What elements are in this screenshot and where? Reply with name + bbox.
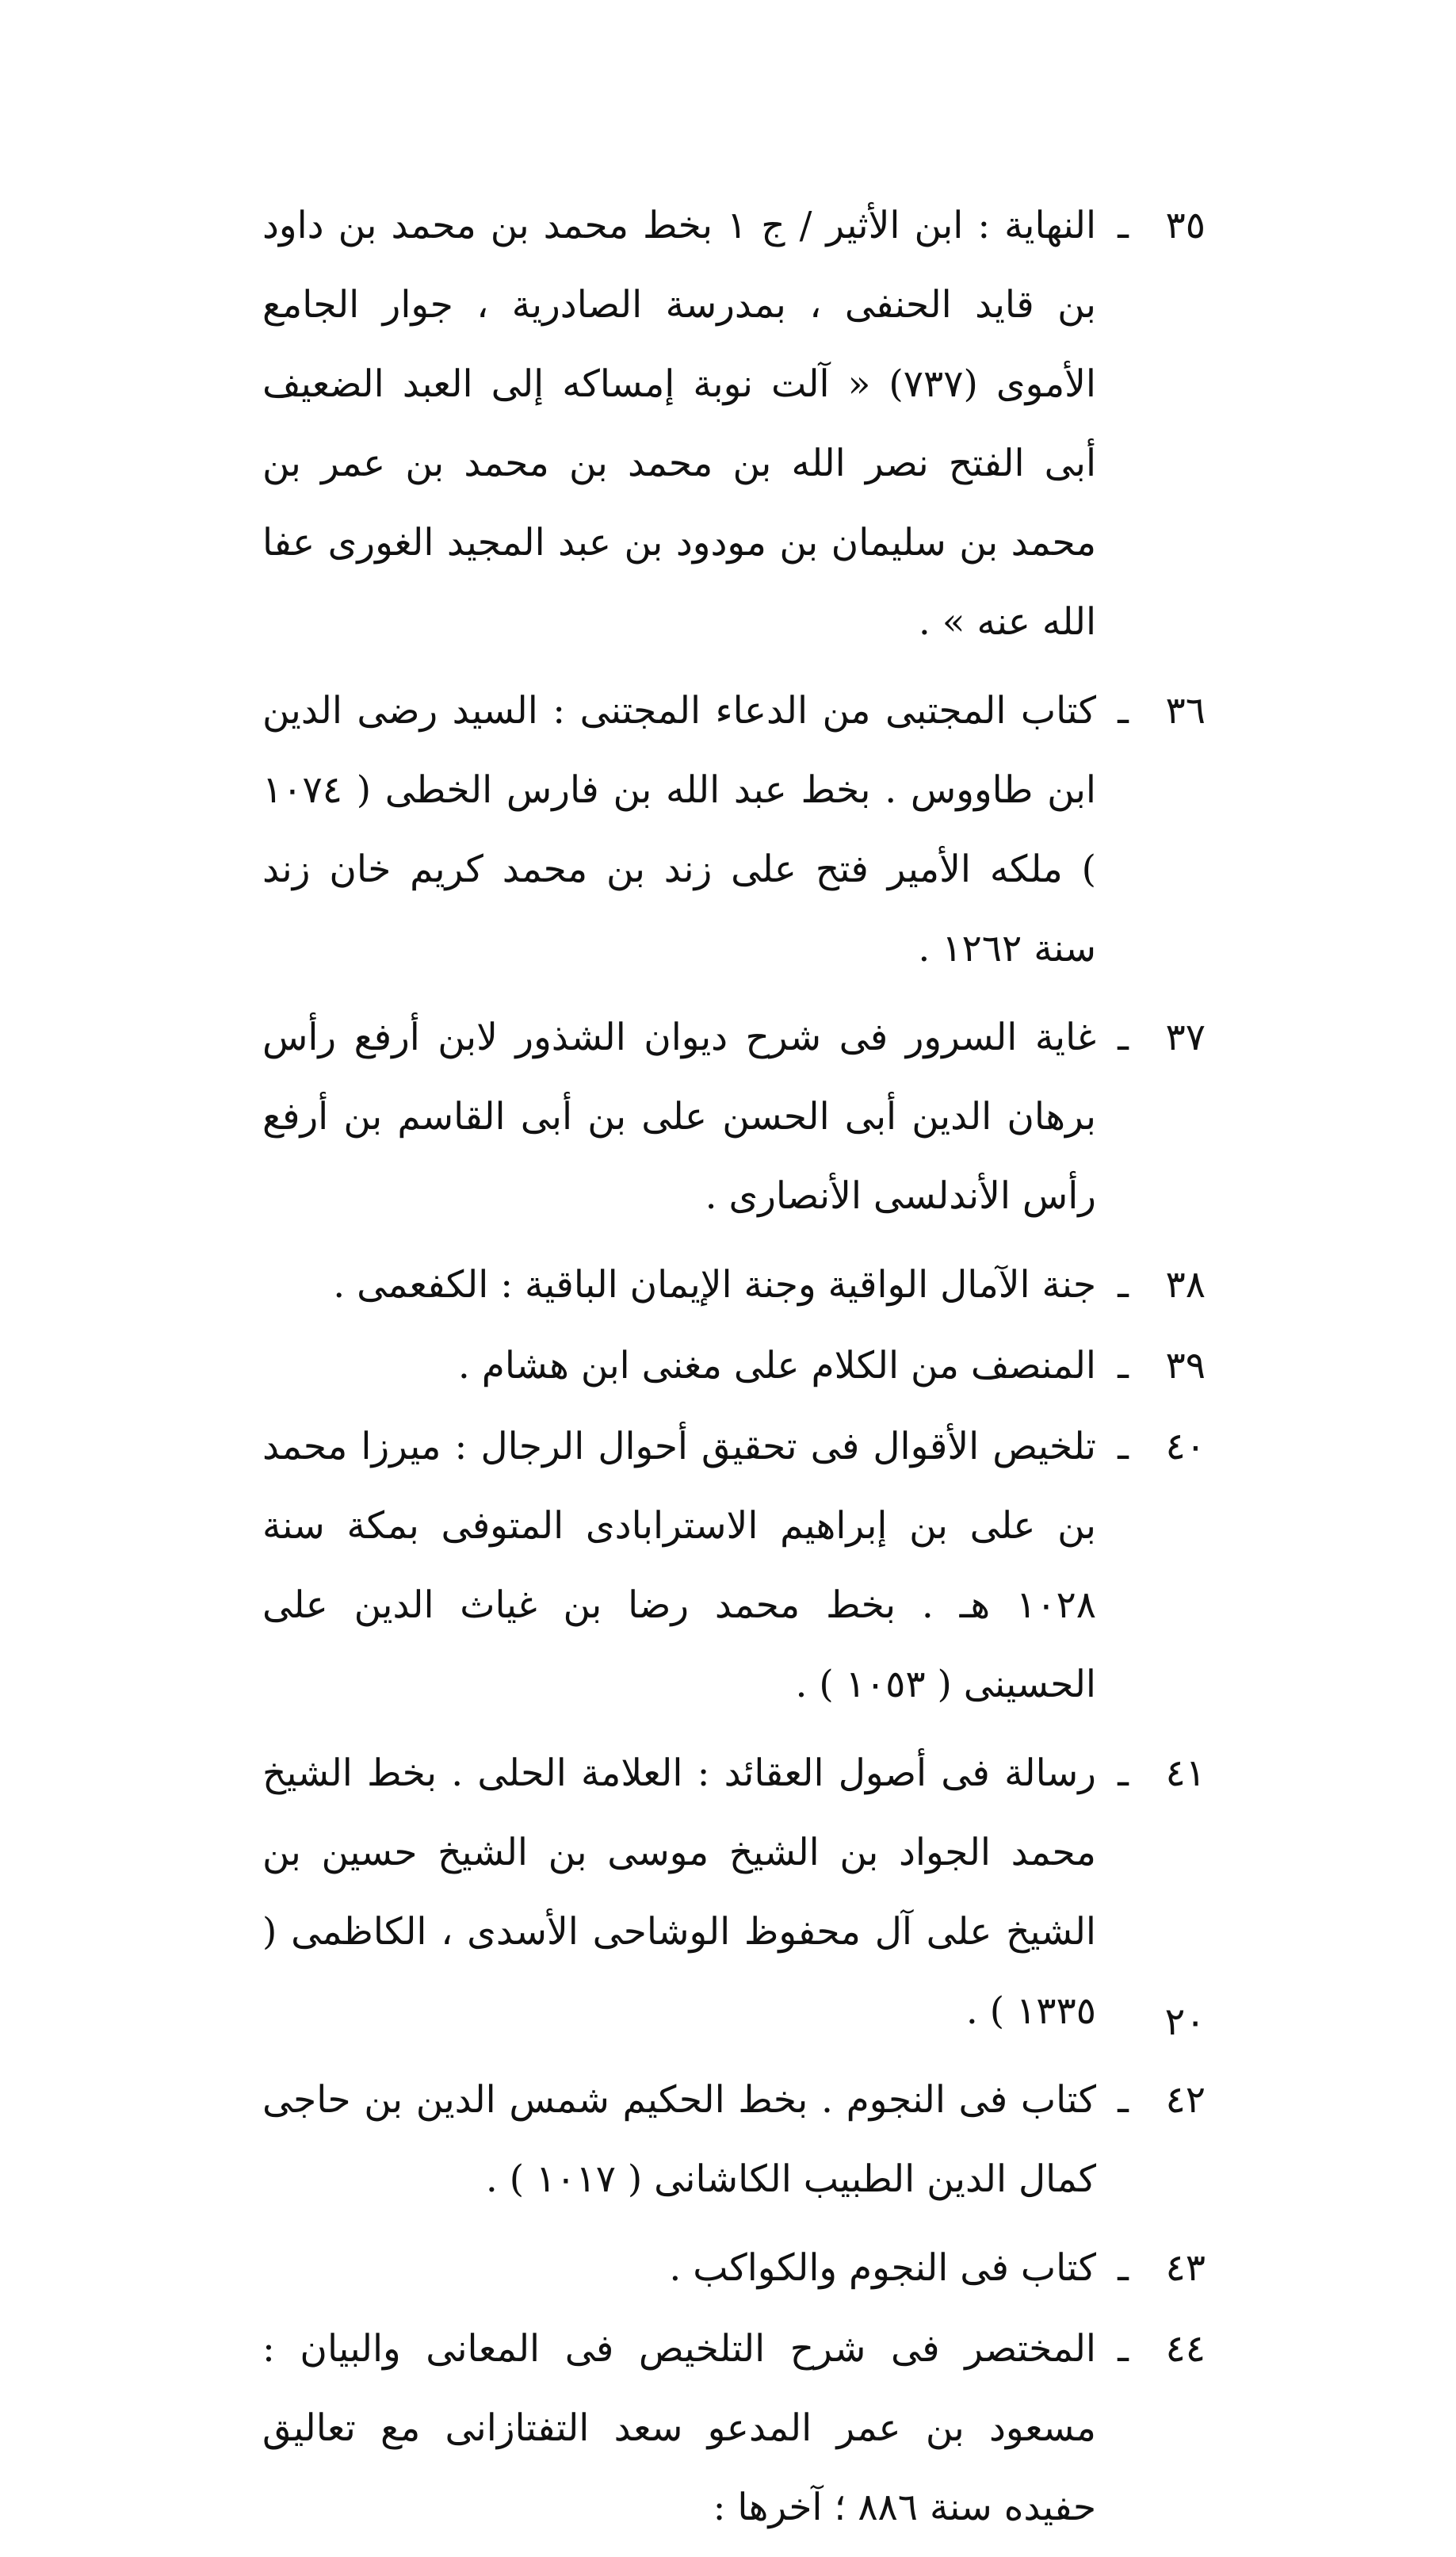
list-item	[262, 1407, 1206, 1724]
entry-text: رسالة فى أصول العقائد : العلامة الحلى . بخط الشيخ محمد الجواد بن الشيخ موسى بن الشيخ حسين بن الشيخ على آل محفوظ الوشاحى الأسدى ، الكاظمى ( ١٣٣٥ ) .	[262, 1751, 1096, 2033]
entry-dash: ـ	[1118, 1751, 1129, 1795]
list-item	[262, 1246, 1206, 1325]
entry-number: ٣٥	[1165, 204, 1206, 247]
entry-number: ٤٤	[1165, 2327, 1206, 2371]
list-item	[262, 2061, 1206, 2219]
entry-dash: ـ	[1118, 1263, 1129, 1307]
entry-text: كتاب فى النجوم والكواكب .	[669, 2246, 1096, 2290]
entry-list	[262, 186, 1206, 2557]
entry-text: كتاب المجتبى من الدعاء المجتنى : السيد رضى الدين ابن طاووس . بخط عبد الله بن فارس الخطى ( ١٠٧٤ ) ملكه الأمير فتح على زند بن محمد كريم خان زند سنة ١٢٦٢ .	[262, 689, 1096, 970]
entry-text: النهاية : ابن الأثير / ج ١ بخط محمد بن محمد بن داود بن قايد الحنفى ، بمدرسة الصادرية ، جوار الجامع الأموى (٧٣٧) « آلت نوبة إمساكه إلى العبد الضعيف أبى الفتح نصر الله بن محمد بن محمد بن عمر بن محمد بن سليمان بن مودود بن عبد المجيد الغورى عفا الله عنه » .	[262, 204, 1097, 644]
list-item	[262, 672, 1206, 989]
entry-text: تلخيص الأقوال فى تحقيق أحوال الرجال : ميرزا محمد بن على بن إبراهيم الاسترابادى المتوفى بمكة سنة ١٠٢٨ هـ . بخط محمد رضا بن غياث الدين على الحسينى ( ١٠٥٣ ) .	[262, 1425, 1096, 1706]
entry-number: ٣٧	[1165, 1016, 1206, 1059]
entry-text: غاية السرور فى شرح ديوان الشذور لابن أرفع رأس برهان الدين أبى الحسن على بن أبى القاسم بن أرفع رأس الأندلسى الأنصارى .	[262, 1016, 1096, 1218]
entry-dash: ـ	[1118, 689, 1129, 733]
entry-number: ٣٦	[1165, 689, 1206, 733]
entry-text: جنة الآمال الواقية وجنة الإيمان الباقية : الكفعمى .	[333, 1263, 1096, 1307]
entry-number: ٤٢	[1165, 2078, 1206, 2122]
entry-dash: ـ	[1118, 204, 1129, 247]
list-item	[262, 1326, 1206, 1406]
list-item	[262, 1734, 1206, 2051]
page-number: ٢٠	[1164, 2000, 1206, 2044]
entry-text: المنصف من الكلام على مغنى ابن هشام .	[457, 1344, 1096, 1388]
entry-text: المختصر فى شرح التلخيص فى المعانى والبيان : مسعود بن عمر المدعو سعد التفتازانى مع تعاليق حفيده سنة ٨٨٦ ؛ آخرها :	[262, 2327, 1096, 2529]
list-item	[262, 2310, 1206, 2547]
entry-dash: ـ	[1118, 1016, 1129, 1059]
entry-number: ٤٠	[1165, 1425, 1206, 1468]
list-item	[262, 2229, 1206, 2308]
entry-text: كتاب فى النجوم . بخط الحكيم شمس الدين بن حاجى كمال الدين الطبيب الكاشانى ( ١٠١٧ ) .	[262, 2078, 1096, 2201]
entry-dash: ـ	[1118, 2246, 1129, 2290]
entry-dash: ـ	[1118, 2327, 1129, 2371]
entry-dash: ـ	[1118, 1344, 1129, 1388]
list-item	[262, 186, 1206, 662]
entry-dash: ـ	[1118, 2078, 1129, 2122]
list-item	[262, 998, 1206, 1236]
entry-number: ٤٣	[1165, 2246, 1206, 2290]
entry-number: ٤١	[1165, 1751, 1206, 1795]
entry-number: ٣٩	[1165, 1344, 1206, 1388]
entry-dash: ـ	[1118, 1425, 1129, 1468]
entry-number: ٣٨	[1165, 1263, 1206, 1307]
